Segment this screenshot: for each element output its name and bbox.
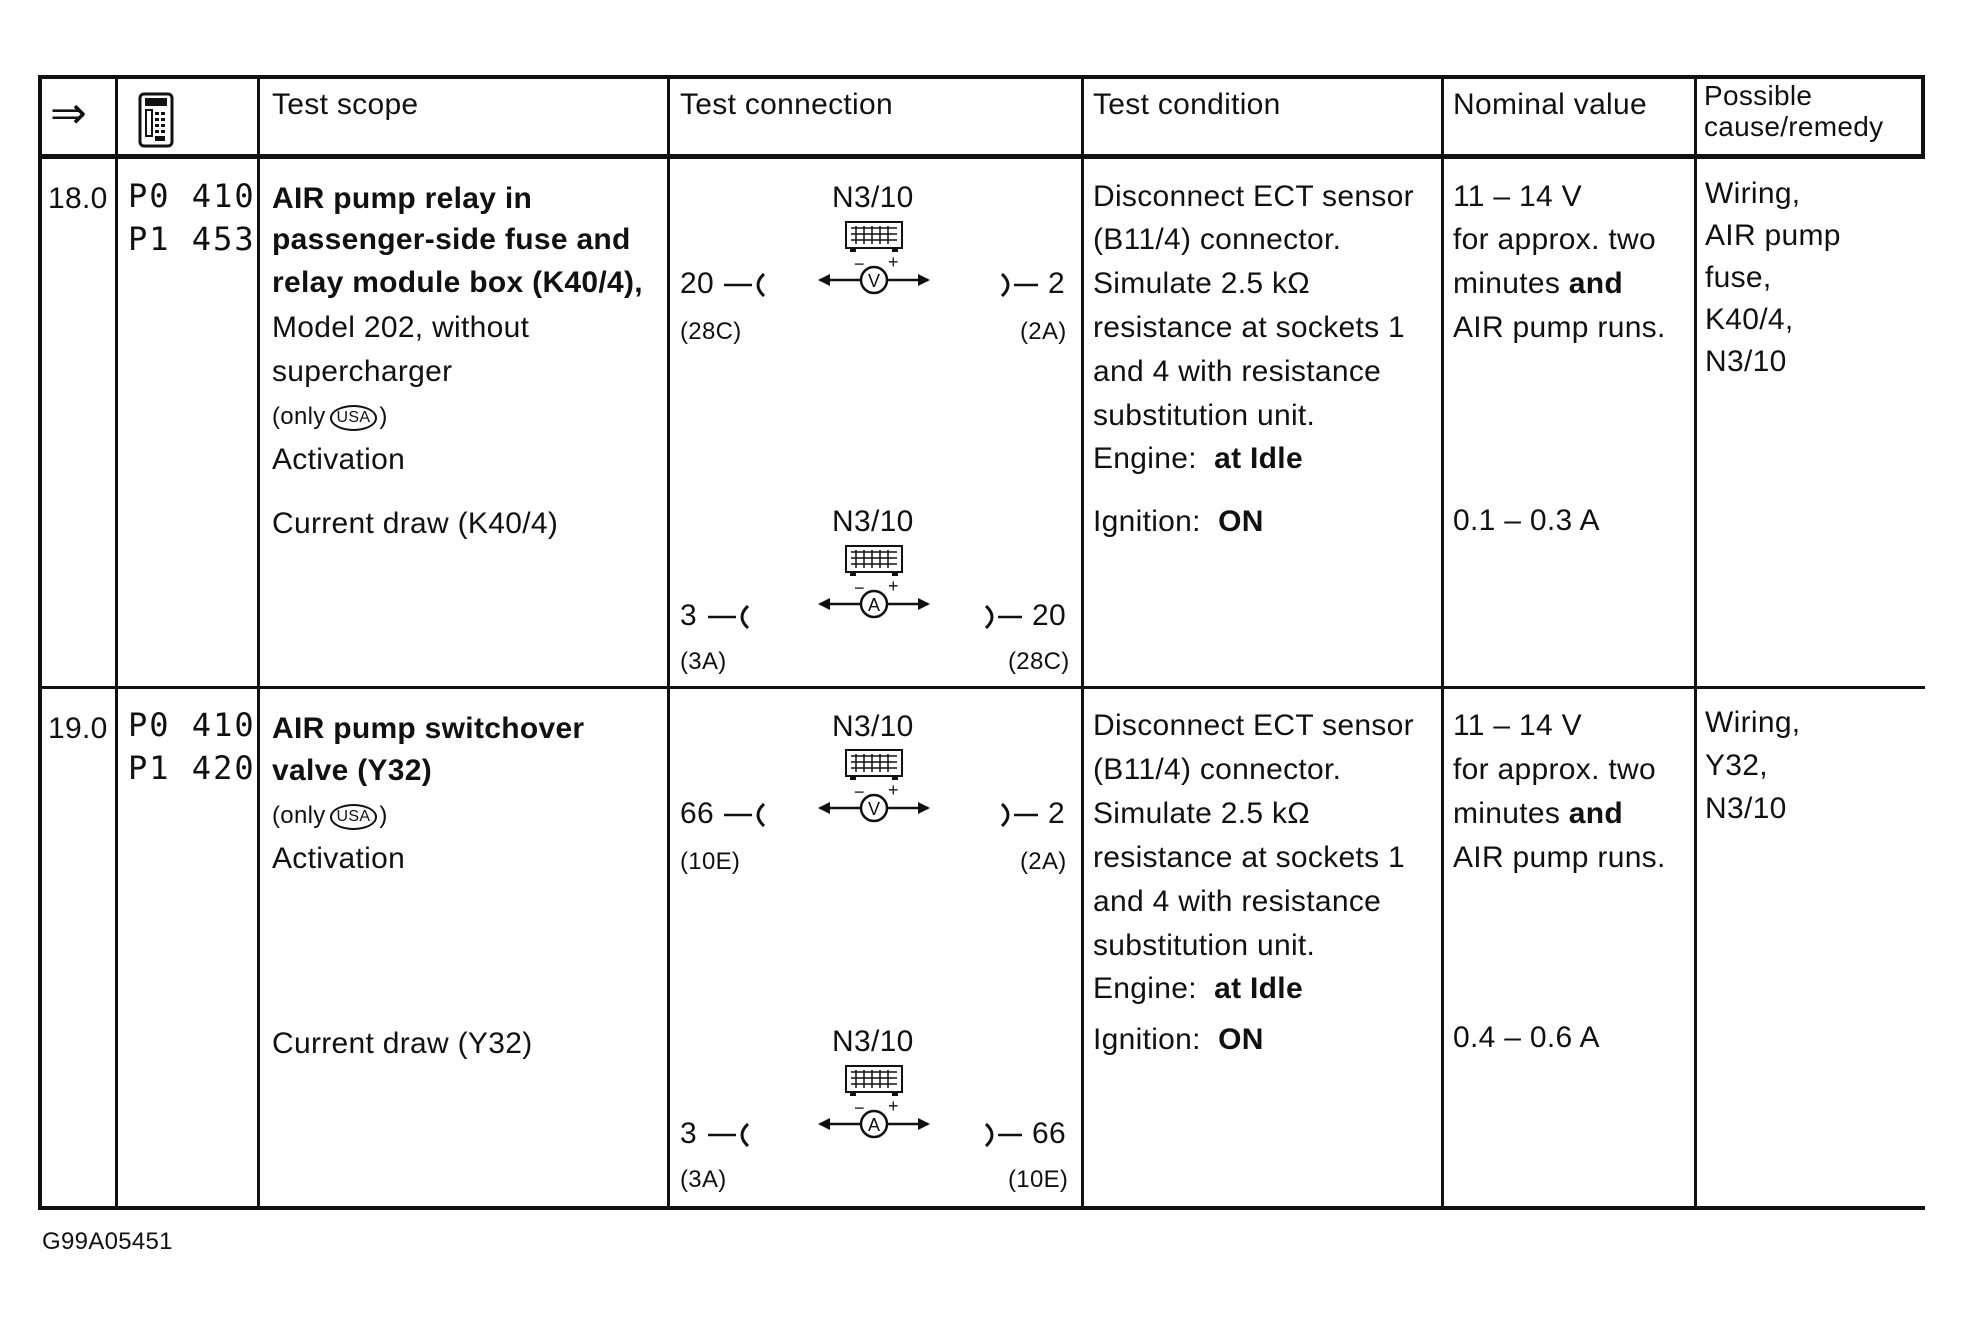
left-pin-sub: (28C) (680, 318, 742, 345)
nominal-line: AIR pump runs. (1453, 841, 1666, 874)
step-number: 19.0 (48, 712, 108, 745)
nominal-line: for approx. two (1453, 223, 1656, 256)
right-pin-sub: (28C) (1008, 648, 1070, 675)
remedy-line: Wiring, (1705, 706, 1801, 739)
nominal-line: for approx. two (1453, 753, 1656, 786)
engine-value: at Idle (1214, 442, 1303, 475)
ignition-value: ON (1218, 505, 1264, 538)
scope-line: supercharger (272, 355, 453, 388)
header-possible-cause-line1: Possible (1704, 80, 1813, 111)
left-probe-icon (706, 1120, 766, 1150)
right-probe-icon (996, 270, 1056, 300)
col-divider-6 (1694, 75, 1697, 1210)
nominal-current: 0.4 – 0.6 A (1453, 1021, 1600, 1054)
fault-code: P1 420 (128, 749, 256, 787)
ammeter-diagram (818, 1062, 958, 1142)
left-pin-sub: (3A) (680, 1166, 727, 1193)
scope-title-line: passenger-side fuse and (272, 223, 631, 256)
condition-line: (B11/4) connector. (1093, 223, 1342, 256)
left-pin: 3 (680, 599, 697, 632)
left-pin-sub: (10E) (680, 848, 741, 875)
remedy-line: N3/10 (1705, 792, 1787, 825)
ignition-condition (1093, 1022, 1264, 1058)
only-usa-note (272, 403, 388, 431)
right-probe-icon (980, 1120, 1040, 1150)
usa-badge-icon: USA (330, 804, 378, 830)
scope-line: Model 202, without (272, 311, 530, 344)
right-pin: 20 (1032, 599, 1066, 632)
figure-id: G99A05451 (42, 1228, 173, 1255)
nominal-current: 0.1 – 0.3 A (1453, 504, 1600, 537)
scope-title-line: valve (Y32) (272, 754, 433, 787)
right-pin-sub: (2A) (1020, 848, 1067, 875)
fault-code: P1 453 (128, 220, 256, 258)
svg-text:−: − (854, 1098, 865, 1118)
module-connector-icon (846, 222, 902, 248)
module-connector-icon (846, 750, 902, 776)
condition-line: substitution unit. (1093, 399, 1316, 432)
arrow-symbol: ⇒ (50, 89, 88, 138)
only-suffix: ) (379, 403, 388, 430)
condition-line: Simulate 2.5 kΩ (1093, 267, 1311, 300)
remedy-line: N3/10 (1705, 345, 1787, 378)
condition-line: resistance at sockets 1 (1093, 841, 1406, 874)
remedy-line: fuse, (1705, 261, 1772, 294)
module-label: N3/10 (832, 1025, 914, 1058)
left-probe-icon (722, 270, 782, 300)
only-prefix: (only (272, 403, 326, 430)
meter-symbol: V (867, 271, 881, 291)
header-bottom-border (38, 154, 1925, 159)
header-nominal-value: Nominal value (1453, 88, 1647, 121)
voltmeter-diagram (818, 746, 958, 826)
module-connector-icon (846, 1066, 902, 1092)
condition-line: resistance at sockets 1 (1093, 311, 1406, 344)
table-right-border (1921, 75, 1925, 158)
scope-current-draw: Current draw (K40/4) (272, 507, 559, 540)
condition-line: Disconnect ECT sensor (1093, 180, 1414, 213)
scope-title-line: relay module box (K40/4), (272, 266, 643, 299)
svg-text:+: + (888, 252, 899, 272)
ignition-condition (1093, 504, 1264, 540)
scope-activation: Activation (272, 443, 406, 476)
condition-line: and 4 with resistance (1093, 885, 1382, 918)
col-divider-5 (1441, 75, 1444, 1210)
engine-label: Engine: (1093, 972, 1197, 1005)
table-bottom-border (38, 1206, 1925, 1210)
scope-title-line: AIR pump relay in (272, 182, 533, 215)
header-test-condition: Test condition (1093, 88, 1281, 121)
voltmeter-diagram (818, 218, 958, 298)
engine-label: Engine: (1093, 442, 1197, 475)
header-test-scope: Test scope (272, 88, 419, 121)
nominal-voltage: 11 – 14 V (1453, 709, 1582, 742)
nominal-line: minutes and (1453, 267, 1624, 300)
ammeter-diagram (818, 542, 958, 622)
remedy-line: Y32, (1705, 749, 1768, 782)
col-divider-4 (1081, 75, 1084, 1210)
engine-condition (1093, 441, 1303, 477)
col-divider-3 (667, 75, 670, 1210)
engine-value: at Idle (1214, 972, 1303, 1005)
engine-condition (1093, 971, 1303, 1007)
col-divider-2 (257, 75, 260, 1210)
svg-text:+: + (888, 780, 899, 800)
left-probe-icon (722, 800, 782, 830)
condition-line: Simulate 2.5 kΩ (1093, 797, 1311, 830)
left-pin-sub: (3A) (680, 648, 727, 675)
ignition-label: Ignition: (1093, 505, 1201, 538)
condition-line: (B11/4) connector. (1093, 753, 1342, 786)
nominal-line: minutes and (1453, 797, 1624, 830)
fault-code: P0 410 (128, 706, 256, 744)
table-left-border (38, 75, 42, 1210)
svg-text:−: − (854, 254, 865, 274)
right-probe-icon (996, 800, 1056, 830)
meter-symbol: A (867, 1115, 881, 1135)
remedy-line: AIR pump (1705, 219, 1841, 252)
only-prefix: (only (272, 802, 326, 829)
fault-code: P0 410 (128, 177, 256, 215)
svg-text:−: − (854, 578, 865, 598)
scope-current-draw: Current draw (Y32) (272, 1027, 533, 1060)
ignition-value: ON (1218, 1023, 1264, 1056)
right-pin: 2 (1048, 267, 1065, 300)
right-pin: 66 (1032, 1117, 1066, 1150)
svg-text:+: + (888, 576, 899, 596)
header-test-connection: Test connection (680, 88, 893, 121)
condition-line: Disconnect ECT sensor (1093, 709, 1414, 742)
nominal-line: AIR pump runs. (1453, 311, 1666, 344)
right-pin: 2 (1048, 797, 1065, 830)
col-divider-1 (115, 75, 118, 1210)
left-pin: 20 (680, 267, 714, 300)
only-suffix: ) (379, 802, 388, 829)
table-top-border (38, 75, 1925, 79)
module-connector-icon (846, 546, 902, 572)
ignition-label: Ignition: (1093, 1023, 1201, 1056)
condition-line: substitution unit. (1093, 929, 1316, 962)
handheld-tester-icon (138, 92, 174, 153)
left-probe-icon (706, 602, 766, 632)
module-label: N3/10 (832, 710, 914, 743)
row-divider (38, 686, 1925, 689)
scope-activation: Activation (272, 842, 406, 875)
svg-text:−: − (854, 782, 865, 802)
only-usa-note (272, 802, 388, 830)
meter-symbol: V (867, 799, 881, 819)
right-pin-sub: (10E) (1008, 1166, 1069, 1193)
remedy-line: Wiring, (1705, 177, 1801, 210)
step-number: 18.0 (48, 182, 108, 215)
header-possible-cause-line2: cause/remedy (1704, 111, 1884, 142)
remedy-line: K40/4, (1705, 303, 1794, 336)
meter-symbol: A (867, 595, 881, 615)
left-pin: 66 (680, 797, 714, 830)
module-label: N3/10 (832, 181, 914, 214)
scope-title-line: AIR pump switchover (272, 712, 585, 745)
right-probe-icon (980, 602, 1040, 632)
usa-badge-icon: USA (330, 405, 378, 431)
nominal-voltage: 11 – 14 V (1453, 180, 1582, 213)
module-label: N3/10 (832, 505, 914, 538)
left-pin: 3 (680, 1117, 697, 1150)
right-pin-sub: (2A) (1020, 318, 1067, 345)
condition-line: and 4 with resistance (1093, 355, 1382, 388)
svg-text:+: + (888, 1096, 899, 1116)
